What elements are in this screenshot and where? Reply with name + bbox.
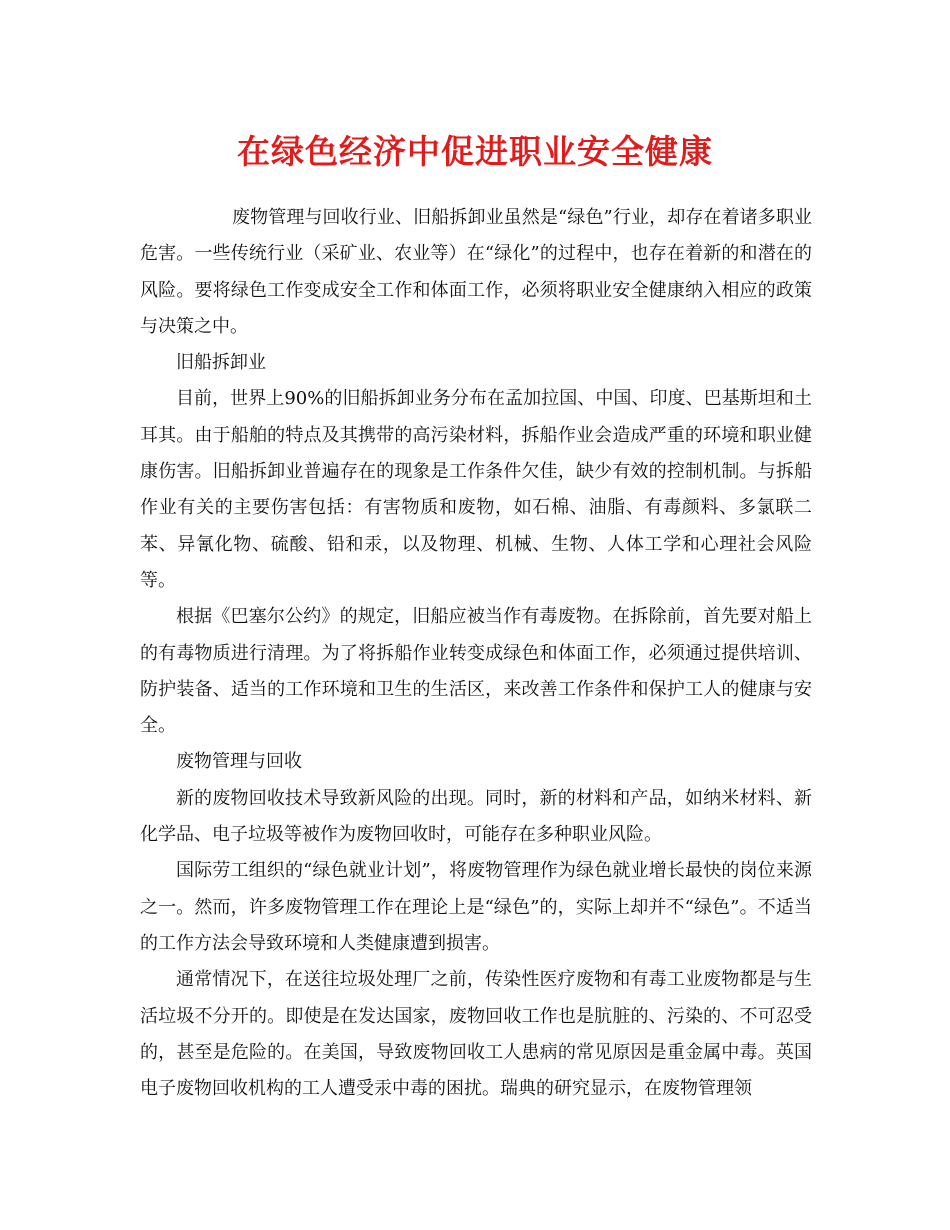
document-title: 在绿色经济中促进职业安全健康 (237, 132, 713, 171)
body-paragraph: 新的废物回收技术导致新风险的出现。同时，新的材料和产品，如纳米材料、新化学品、电子垃圾等被作为废物回收时，可能存在多种职业风险。 (140, 787, 812, 846)
section-heading-waste-management: 废物管理与回收 (176, 751, 302, 773)
section-heading-shipbreaking: 旧船拆卸业 (176, 352, 266, 374)
body-paragraph: 目前，世界上90%的旧船拆卸业务分布在孟加拉国、中国、印度、巴基斯坦和土耳其。由于船舶的特点及其携带的高污染材料，拆船作业会造成严重的环境和职业健康伤害。旧船拆卸业普遍存在的现象是工作条件欠佳，缺少有效的控制机制。与拆船作业有关的主要伤害包括：有害物质和废物，如石棉、油脂、有毒颜料、多氯联二苯、异氰化物、硫酸、铅和汞，以及物理、机械、生物、人体工学和心理社会风险等。 (140, 388, 812, 591)
body-paragraph: 国际劳工组织的“绿色就业计划”，将废物管理作为绿色就业增长最快的岗位来源之一。然而，许多废物管理工作在理论上是“绿色”的，实际上却并不“绿色”。不适当的工作方法会导致环境和人类健康遭到损害。 (140, 860, 812, 954)
document-body (140, 200, 812, 1107)
intro-paragraph: 废物管理与回收行业、旧船拆卸业虽然是“绿色”行业，却存在着诸多职业危害。一些传统行业（采矿业、农业等）在“绿化”的过程中，也存在着新的和潜在的风险。要将绿色工作变成安全工作和体面工作，必须将职业安全健康纳入相应的政策与决策之中。 (140, 207, 812, 337)
body-paragraph: 通常情况下，在送往垃圾处理厂之前，传染性医疗废物和有毒工业废物都是与生活垃圾不分开的。即使是在发达国家，废物回收工作也是肮脏的、污染的、不可忍受的，甚至是危险的。在美国，导致废物回收工人患病的常见原因是重金属中毒。英国电子废物回收机构的工人遭受汞中毒的困扰。瑞典的研究显示，在废物管理领 (140, 969, 812, 1100)
body-paragraph: 根据《巴塞尔公约》的规定，旧船应被当作有毒废物。在拆除前，首先要对船上的有毒物质进行清理。为了将拆船作业转变成绿色和体面工作，必须通过提供培训、防护装备、适当的工作环境和卫生的生活区，来改善工作条件和保护工人的健康与安全。 (140, 606, 812, 737)
